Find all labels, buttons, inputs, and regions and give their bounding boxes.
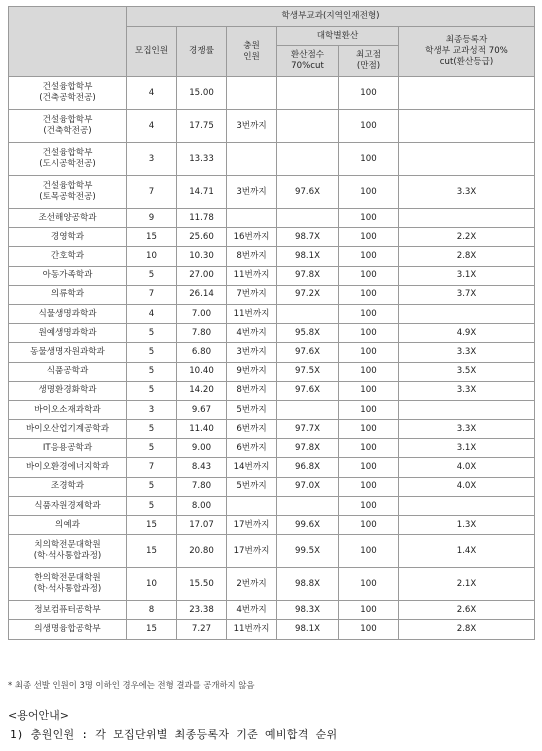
footnote: * 최종 선발 인원이 3명 이하인 경우에는 전형 결과를 공개하지 않음 <box>8 680 255 690</box>
ratio-cell: 11.40 <box>177 420 227 439</box>
waitlist-cell: 9번까지 <box>227 362 277 381</box>
dept-cell: 건설융합학부 (건축공학전공) <box>9 77 127 110</box>
max-cell: 100 <box>339 439 399 458</box>
dept-cell: 의생명융합공학부 <box>9 620 127 639</box>
ratio-cell: 7.80 <box>177 477 227 496</box>
cut-cell <box>277 400 339 419</box>
dept-cell: 건설융합학부 (도시공학전공) <box>9 143 127 176</box>
cut-cell: 98.7X <box>277 228 339 247</box>
ratio-cell: 23.38 <box>177 601 227 620</box>
waitlist-cell: 4번까지 <box>227 324 277 343</box>
dept-cell: 아동가족학과 <box>9 266 127 285</box>
waitlist-cell: 7번까지 <box>227 285 277 304</box>
dept-cell: 정보컴퓨터공학부 <box>9 601 127 620</box>
max-cell: 100 <box>339 477 399 496</box>
cut-cell: 98.3X <box>277 601 339 620</box>
capacity-cell: 5 <box>127 420 177 439</box>
cut-cell <box>277 304 339 323</box>
max-cell: 100 <box>339 362 399 381</box>
dept-cell: 건설융합학부 (토목공학전공) <box>9 176 127 209</box>
capacity-cell: 5 <box>127 496 177 515</box>
max-cell: 100 <box>339 458 399 477</box>
header-final-grade: 최종등록자 학생부 교과성적 70% cut(환산등급) <box>399 27 535 77</box>
capacity-cell: 4 <box>127 110 177 143</box>
table-row <box>9 381 535 400</box>
table-row <box>9 620 535 639</box>
table-row <box>9 228 535 247</box>
max-cell: 100 <box>339 381 399 400</box>
table-row <box>9 458 535 477</box>
cut-cell: 97.5X <box>277 362 339 381</box>
max-cell: 100 <box>339 143 399 176</box>
dept-cell: 바이오소재과학과 <box>9 400 127 419</box>
capacity-cell: 5 <box>127 266 177 285</box>
grade-cell: 2.1X <box>399 568 535 601</box>
dept-cell: 바이오환경에너지학과 <box>9 458 127 477</box>
table-row <box>9 568 535 601</box>
waitlist-cell: 14번까지 <box>227 458 277 477</box>
dept-cell: 간호학과 <box>9 247 127 266</box>
waitlist-cell: 11번까지 <box>227 266 277 285</box>
dept-cell: 식품공학과 <box>9 362 127 381</box>
table-row <box>9 143 535 176</box>
cut-cell: 97.0X <box>277 477 339 496</box>
table-row <box>9 400 535 419</box>
cut-cell <box>277 143 339 176</box>
ratio-cell: 7.80 <box>177 324 227 343</box>
grade-cell: 4.0X <box>399 458 535 477</box>
grade-cell <box>399 400 535 419</box>
max-cell: 100 <box>339 285 399 304</box>
ratio-cell: 25.60 <box>177 228 227 247</box>
waitlist-cell: 11번까지 <box>227 304 277 323</box>
cut-cell: 97.6X <box>277 381 339 400</box>
cut-cell: 97.6X <box>277 343 339 362</box>
grade-cell <box>399 110 535 143</box>
grade-cell <box>399 143 535 176</box>
max-cell: 100 <box>339 176 399 209</box>
max-cell: 100 <box>339 266 399 285</box>
waitlist-cell: 2번까지 <box>227 568 277 601</box>
grade-cell: 3.7X <box>399 285 535 304</box>
grade-cell: 4.0X <box>399 477 535 496</box>
max-cell: 100 <box>339 77 399 110</box>
dept-cell: 동물생명자원과학과 <box>9 343 127 362</box>
max-cell: 100 <box>339 110 399 143</box>
waitlist-cell <box>227 77 277 110</box>
cut-cell: 99.5X <box>277 535 339 568</box>
dept-cell: 의류학과 <box>9 285 127 304</box>
grade-cell: 4.9X <box>399 324 535 343</box>
table-row <box>9 601 535 620</box>
max-cell: 100 <box>339 420 399 439</box>
ratio-cell: 11.78 <box>177 209 227 228</box>
header-cut: 환산점수 70%cut <box>277 46 339 77</box>
grade-cell: 3.5X <box>399 362 535 381</box>
table-row <box>9 420 535 439</box>
cut-cell <box>277 209 339 228</box>
grade-cell <box>399 209 535 228</box>
admission-results-table <box>8 6 535 640</box>
table-row <box>9 304 535 323</box>
dept-cell: 치의학전문대학원 (학·석사통합과정) <box>9 535 127 568</box>
ratio-cell: 14.71 <box>177 176 227 209</box>
cut-cell: 95.8X <box>277 324 339 343</box>
cut-cell <box>277 110 339 143</box>
max-cell: 100 <box>339 516 399 535</box>
table-row <box>9 477 535 496</box>
waitlist-cell: 3번까지 <box>227 176 277 209</box>
table-header <box>9 7 535 77</box>
capacity-cell: 5 <box>127 381 177 400</box>
waitlist-cell: 5번까지 <box>227 477 277 496</box>
cut-cell: 99.6X <box>277 516 339 535</box>
cut-cell <box>277 496 339 515</box>
grade-cell: 3.3X <box>399 343 535 362</box>
table-row <box>9 343 535 362</box>
max-cell: 100 <box>339 228 399 247</box>
dept-cell: 식품자원경제학과 <box>9 496 127 515</box>
waitlist-cell: 16번까지 <box>227 228 277 247</box>
waitlist-cell <box>227 209 277 228</box>
capacity-cell: 5 <box>127 362 177 381</box>
dept-cell: 식물생명과학과 <box>9 304 127 323</box>
grade-cell: 3.1X <box>399 266 535 285</box>
ratio-cell: 9.00 <box>177 439 227 458</box>
ratio-cell: 20.80 <box>177 535 227 568</box>
cut-cell: 98.1X <box>277 247 339 266</box>
header-waitlist: 충원 인원 <box>227 27 277 77</box>
max-cell: 100 <box>339 400 399 419</box>
dept-cell: 원예생명과학과 <box>9 324 127 343</box>
grade-cell: 1.4X <box>399 535 535 568</box>
capacity-cell: 7 <box>127 458 177 477</box>
capacity-cell: 7 <box>127 285 177 304</box>
ratio-cell: 15.00 <box>177 77 227 110</box>
waitlist-cell: 6번까지 <box>227 420 277 439</box>
max-cell: 100 <box>339 324 399 343</box>
ratio-cell: 26.14 <box>177 285 227 304</box>
grade-cell <box>399 304 535 323</box>
table-row <box>9 496 535 515</box>
grade-cell: 1.3X <box>399 516 535 535</box>
header-capacity: 모집인원 <box>127 27 177 77</box>
ratio-cell: 14.20 <box>177 381 227 400</box>
capacity-cell: 5 <box>127 324 177 343</box>
header-max: 최고점 (만점) <box>339 46 399 77</box>
capacity-cell: 5 <box>127 343 177 362</box>
dept-cell: 조선해양공학과 <box>9 209 127 228</box>
table-row <box>9 266 535 285</box>
ratio-cell: 10.30 <box>177 247 227 266</box>
header-univ-conversion: 대학별환산 <box>277 27 399 46</box>
capacity-cell: 4 <box>127 77 177 110</box>
ratio-cell: 17.75 <box>177 110 227 143</box>
waitlist-cell: 6번까지 <box>227 439 277 458</box>
grade-cell: 3.3X <box>399 381 535 400</box>
capacity-cell: 15 <box>127 228 177 247</box>
max-cell: 100 <box>339 304 399 323</box>
grade-cell <box>399 77 535 110</box>
table-row <box>9 247 535 266</box>
guide-item-waitlist: 1) 충원인원 : 각 모집단위별 최종등록자 기준 예비합격 순위 <box>10 728 338 741</box>
dept-cell: 경영학과 <box>9 228 127 247</box>
header-group-title: 학생부교과(지역인재전형) <box>127 7 535 27</box>
dept-cell: IT응용공학과 <box>9 439 127 458</box>
capacity-cell: 3 <box>127 400 177 419</box>
capacity-cell: 3 <box>127 143 177 176</box>
grade-cell: 2.6X <box>399 601 535 620</box>
waitlist-cell: 11번까지 <box>227 620 277 639</box>
table-row <box>9 516 535 535</box>
grade-cell: 3.3X <box>399 176 535 209</box>
grade-cell: 2.2X <box>399 228 535 247</box>
ratio-cell: 15.50 <box>177 568 227 601</box>
waitlist-cell <box>227 496 277 515</box>
max-cell: 100 <box>339 343 399 362</box>
cut-cell: 97.7X <box>277 420 339 439</box>
waitlist-cell: 17번까지 <box>227 516 277 535</box>
waitlist-cell: 3번까지 <box>227 343 277 362</box>
header-ratio: 경쟁률 <box>177 27 227 77</box>
table-row <box>9 209 535 228</box>
dept-cell: 한의학전문대학원 (학·석사통합과정) <box>9 568 127 601</box>
table-row <box>9 77 535 110</box>
cut-cell <box>277 77 339 110</box>
capacity-cell: 15 <box>127 516 177 535</box>
dept-cell: 의예과 <box>9 516 127 535</box>
capacity-cell: 15 <box>127 620 177 639</box>
table-row <box>9 535 535 568</box>
capacity-cell: 5 <box>127 439 177 458</box>
waitlist-cell: 4번까지 <box>227 601 277 620</box>
ratio-cell: 9.67 <box>177 400 227 419</box>
max-cell: 100 <box>339 247 399 266</box>
waitlist-cell: 5번까지 <box>227 400 277 419</box>
cut-cell: 98.1X <box>277 620 339 639</box>
ratio-cell: 13.33 <box>177 143 227 176</box>
capacity-cell: 10 <box>127 247 177 266</box>
dept-cell: 건설융합학부 (건축학전공) <box>9 110 127 143</box>
capacity-cell: 4 <box>127 304 177 323</box>
cut-cell: 98.8X <box>277 568 339 601</box>
ratio-cell: 7.00 <box>177 304 227 323</box>
ratio-cell: 6.80 <box>177 343 227 362</box>
max-cell: 100 <box>339 535 399 568</box>
table-row <box>9 285 535 304</box>
ratio-cell: 27.00 <box>177 266 227 285</box>
dept-cell: 바이오산업기계공학과 <box>9 420 127 439</box>
dept-cell: 조경학과 <box>9 477 127 496</box>
waitlist-cell: 8번까지 <box>227 381 277 400</box>
capacity-cell: 9 <box>127 209 177 228</box>
max-cell: 100 <box>339 601 399 620</box>
table-body <box>9 77 535 640</box>
max-cell: 100 <box>339 620 399 639</box>
waitlist-cell: 3번까지 <box>227 110 277 143</box>
ratio-cell: 10.40 <box>177 362 227 381</box>
cut-cell: 97.8X <box>277 439 339 458</box>
cut-cell: 97.2X <box>277 285 339 304</box>
waitlist-cell <box>227 143 277 176</box>
ratio-cell: 17.07 <box>177 516 227 535</box>
capacity-cell: 10 <box>127 568 177 601</box>
grade-cell: 2.8X <box>399 620 535 639</box>
ratio-cell: 8.00 <box>177 496 227 515</box>
grade-cell: 2.8X <box>399 247 535 266</box>
max-cell: 100 <box>339 496 399 515</box>
max-cell: 100 <box>339 209 399 228</box>
table-row <box>9 110 535 143</box>
ratio-cell: 8.43 <box>177 458 227 477</box>
table-row <box>9 439 535 458</box>
grade-cell: 3.1X <box>399 439 535 458</box>
dept-cell: 생명환경화학과 <box>9 381 127 400</box>
grade-cell <box>399 496 535 515</box>
cut-cell: 97.6X <box>277 176 339 209</box>
waitlist-cell: 8번까지 <box>227 247 277 266</box>
guide-title: <용어안내> <box>8 709 69 722</box>
header-dept-blank <box>9 7 127 77</box>
capacity-cell: 5 <box>127 477 177 496</box>
max-cell: 100 <box>339 568 399 601</box>
capacity-cell: 7 <box>127 176 177 209</box>
capacity-cell: 15 <box>127 535 177 568</box>
table-row <box>9 324 535 343</box>
cut-cell: 97.8X <box>277 266 339 285</box>
capacity-cell: 8 <box>127 601 177 620</box>
waitlist-cell: 17번까지 <box>227 535 277 568</box>
table-row <box>9 362 535 381</box>
cut-cell: 96.8X <box>277 458 339 477</box>
table-row <box>9 176 535 209</box>
grade-cell: 3.3X <box>399 420 535 439</box>
ratio-cell: 7.27 <box>177 620 227 639</box>
